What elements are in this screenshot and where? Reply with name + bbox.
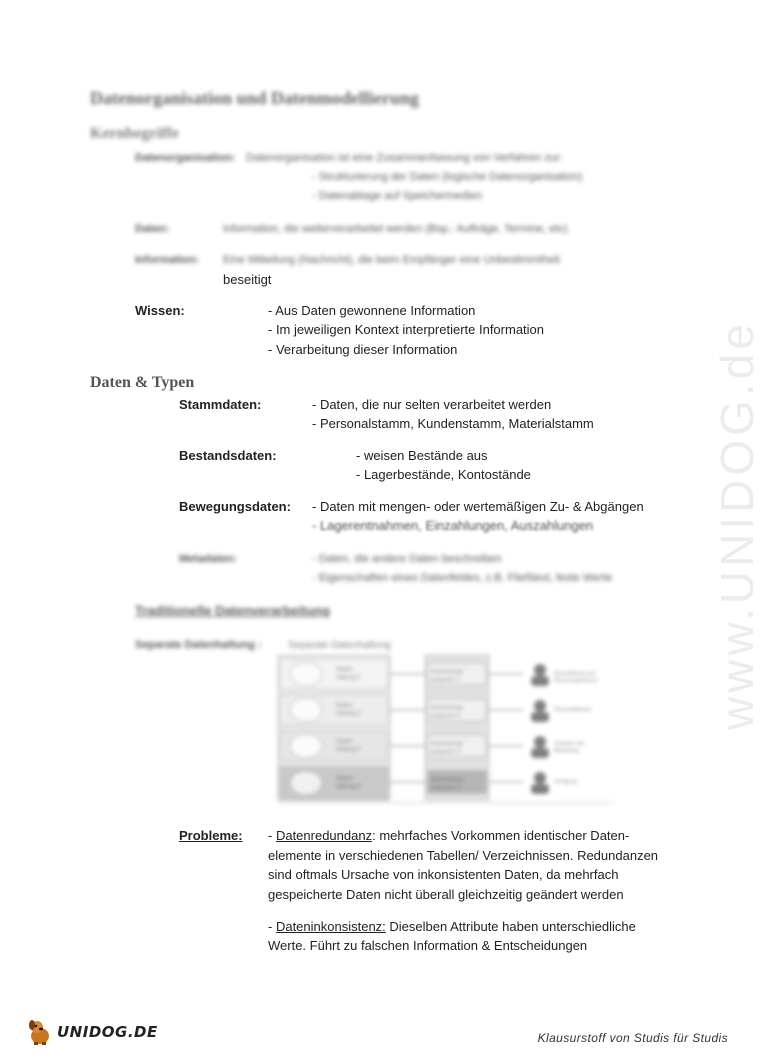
svg-text:Fertigung: Fertigung (554, 779, 578, 785)
svg-text:programm 4: programm 4 (431, 785, 461, 791)
list-item: - Personalstamm, Kundenstamm, Materialstamm (312, 416, 594, 431)
program-column (425, 655, 489, 800)
list-item: - Daten mit mengen- oder wertemäßigen Zu- & Abgängen (312, 499, 644, 514)
label-separate: Separate Datenhaltung : (135, 639, 262, 651)
list-item: - Lagerentnahmen, Einzahlungen, Auszahlungen (312, 518, 594, 533)
problem-redundanz-line-3: sind oftmals Ursache von inkonsistenten Daten, da mehrfach (268, 867, 619, 882)
label-wissen: Wissen: (135, 303, 185, 318)
list-item: - Im jeweiligen Kontext interpretierte Information (268, 322, 545, 337)
list-item: - Eigenschaften eines Datenfeldes, z.B. Fließtext, feste Werte (312, 572, 612, 584)
list-item: - Strukturierung der Daten (logische Datenorganisation) (312, 171, 583, 183)
svg-text:Daten-: Daten- (336, 776, 355, 782)
label-bewegungsdaten: Bewegungsdaten: (179, 499, 291, 514)
svg-text:haltung 1: haltung 1 (336, 675, 361, 681)
list-item: - Daten, die andere Daten beschreiben (312, 553, 502, 565)
svg-text:programm 1: programm 1 (431, 677, 461, 683)
dog-icon (25, 1018, 55, 1046)
svg-text:Personalwesen: Personalwesen (554, 707, 592, 713)
label-datenorganisation: Datenorganisation: (135, 152, 236, 164)
label-bestandsdaten: Bestandsdaten: (179, 448, 277, 463)
problem-inkonsistenz-line-1: - Dateninkonsistenz: Dieselben Attribute haben unterschiedliche (268, 919, 636, 934)
heading-kernbegriffe: Kernbegriffe (90, 125, 179, 142)
svg-text:Rechnungswesen: Rechnungswesen (554, 678, 598, 684)
svg-text:Daten-: Daten- (336, 667, 355, 673)
svg-text:programm 3: programm 3 (431, 749, 461, 755)
heading-traditionell: Traditionelle Datenverarbeitung (135, 603, 331, 618)
diagram-caption: Separate Datenhaltung (288, 640, 391, 651)
list-item: - Daten, die nur selten verarbeitet werden (312, 397, 552, 412)
logo-text: UNIDOG.DE (57, 1023, 158, 1041)
svg-text:Anwendungs-: Anwendungs- (431, 777, 465, 783)
watermark: www.UNIDOG.de (711, 320, 763, 730)
svg-text:Anwendungs-: Anwendungs- (431, 705, 465, 711)
text-datenorganisation: Datenorganisation ist eine Zusammenfassung von Verfahren zur: (246, 152, 563, 164)
list-item: - Lagerbestände, Kontostände (356, 467, 531, 482)
label-stammdaten: Stammdaten: (179, 397, 262, 412)
footer-slogan: Klausurstoff von Studis für Studis (537, 1031, 728, 1045)
svg-text:Anwendungs-: Anwendungs- (431, 669, 465, 675)
list-item: - Datenablage auf Speichermedien (312, 190, 483, 202)
svg-text:Vertrieb und: Vertrieb und (554, 741, 584, 747)
user-icons (531, 664, 549, 794)
heading-daten-typen: Daten & Typen (90, 374, 195, 391)
svg-text:Marketing: Marketing (554, 748, 579, 754)
problem-redundanz-line-1: - Datenredundanz: mehrfaches Vorkommen identischer Daten- (268, 828, 630, 843)
svg-text:programm 2: programm 2 (431, 713, 461, 719)
problem-redundanz-line-2: elemente in verschiedenen Tabellen/ Verzeichnissen. Redundanzen (268, 848, 659, 863)
svg-text:Daten-: Daten- (336, 703, 355, 709)
label-metadaten: Metadaten: (179, 553, 238, 565)
problem-redundanz-line-4: gespeicherte Daten nicht überall gleichzeitig geändert werden (268, 887, 624, 902)
label-information: Information: (135, 254, 200, 266)
svg-text:Anwendungs-: Anwendungs- (431, 741, 465, 747)
svg-text:haltung 2: haltung 2 (336, 711, 361, 717)
text-information: Eine Mitteilung (Nachricht), die beim Empfänger eine Unbestimmtheit (223, 254, 560, 266)
unidog-logo (25, 1018, 158, 1046)
store-column (278, 655, 390, 800)
term-dateninkonsistenz: Dateninkonsistenz: (275, 919, 386, 934)
label-daten: Daten: (135, 223, 170, 235)
term-datenredundanz: Datenredundanz (275, 828, 373, 843)
problem-inkonsistenz-line-2: Werte. Führt zu falschen Information & Entscheidungen (268, 938, 588, 953)
document-title: Datenorganisation und Datenmodellierung (90, 88, 420, 108)
list-item: - weisen Bestände aus (356, 448, 488, 463)
svg-text:haltung 4: haltung 4 (336, 784, 361, 790)
svg-text:Daten-: Daten- (336, 739, 355, 745)
svg-text:haltung 3: haltung 3 (336, 747, 361, 753)
svg-text:Buchhaltung und: Buchhaltung und (554, 671, 596, 677)
text-daten: Information, die weiterverarbeitet werden (Bsp.: Aufträge, Termine, etc) (223, 223, 568, 235)
label-probleme: Probleme: (179, 828, 243, 843)
list-item: - Verarbeitung dieser Information (268, 342, 458, 357)
text-information-end: beseitigt (223, 272, 272, 287)
separate-datenhaltung-diagram (278, 655, 613, 805)
list-item: - Aus Daten gewonnene Information (268, 303, 476, 318)
